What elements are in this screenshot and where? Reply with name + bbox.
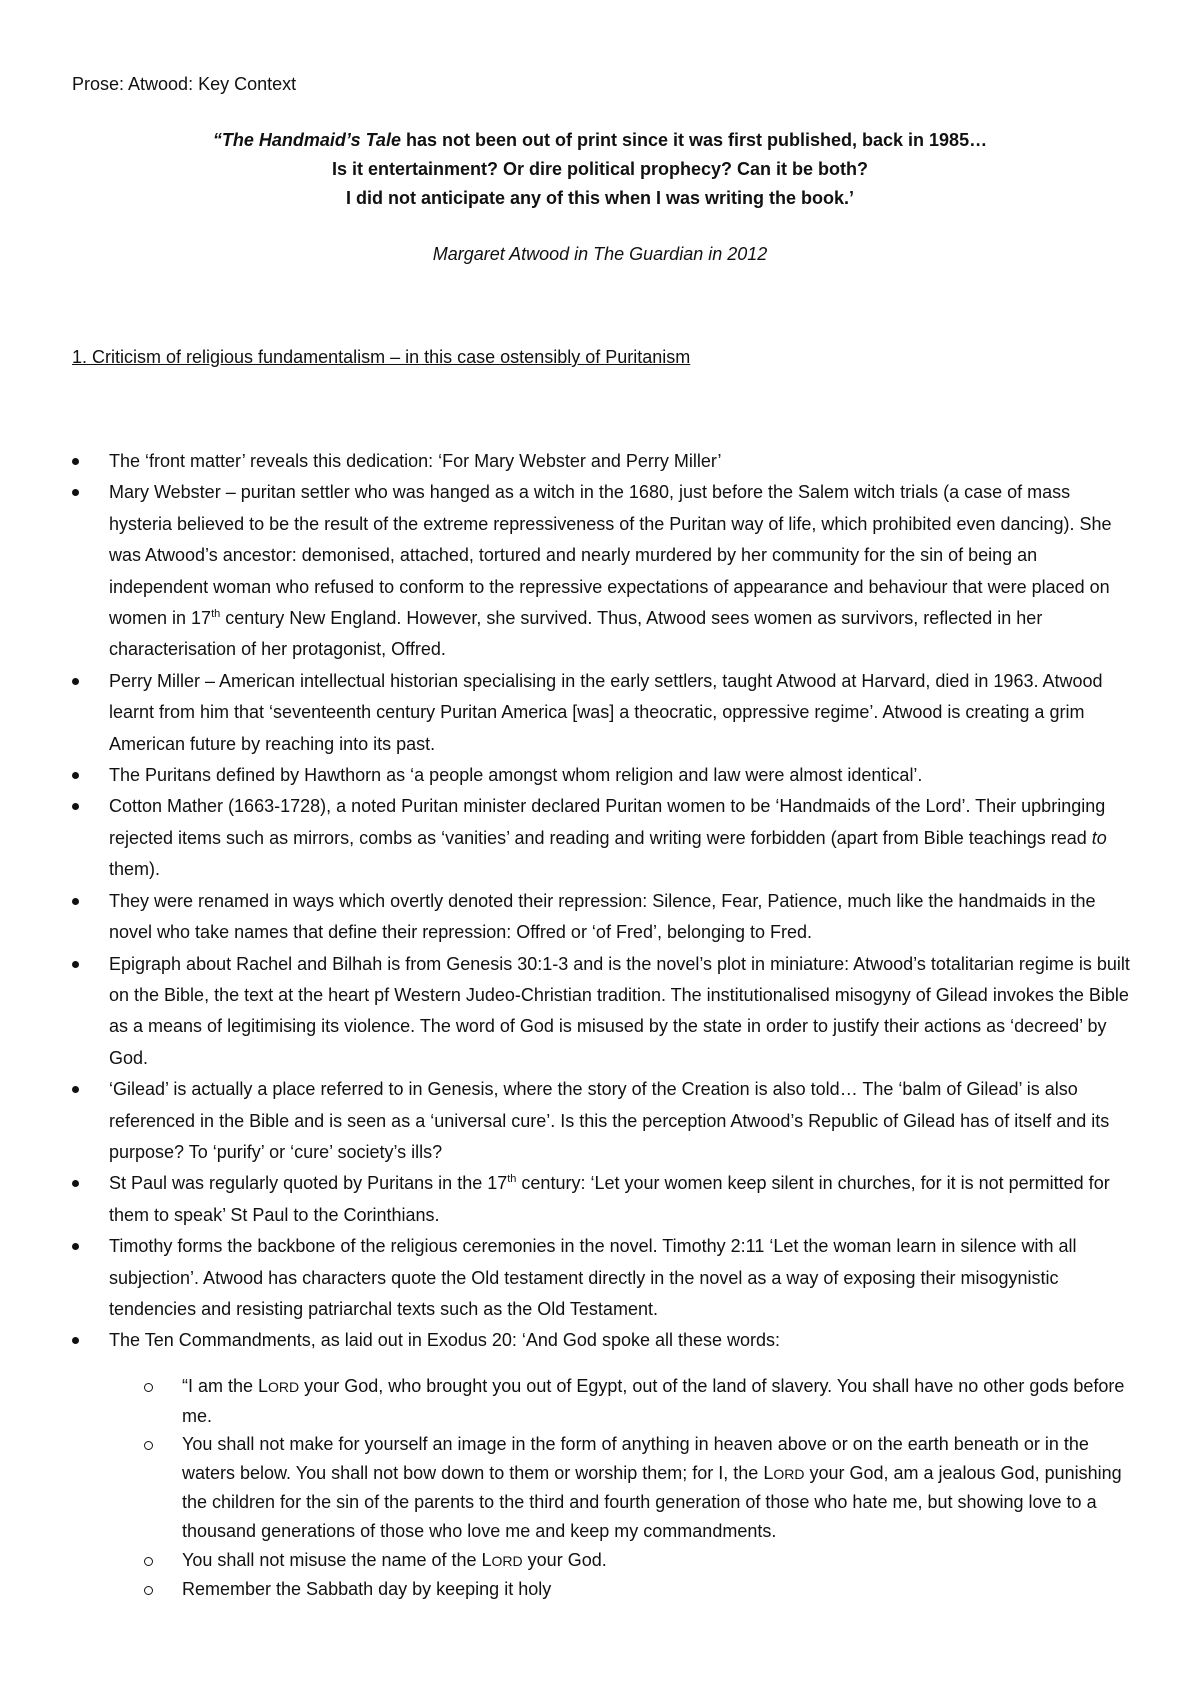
bullet-text: The Ten Commandments, as laid out in Exodus 20: ‘And God spoke all these words: [109, 1330, 781, 1351]
sub-item-text-cont: your God, am a jealous God, punishing the children for the sin of the parents to the third and fourth generation of those who hate me, but showing love to a thousand generations of those who love me and keep my commandments. [182, 1462, 1122, 1541]
bullet-icon [72, 1180, 79, 1187]
bullet-text-cont: them). [109, 859, 161, 880]
bullet-text: Perry Miller – American intellectual historian specialising in the early settlers, taught Atwood at Harvard, died in 1963. Atwood learnt from him that ‘seventeenth century Puritan America [was] a theocratic, oppressive regime’. Atwood is creating a grim American future by reaching into its past. [109, 670, 1103, 754]
section-heading: 1. Criticism of religious fundamentalism – in this case ostensibly of Puritanism [72, 347, 691, 367]
quote-book-title: “The Handmaid’s Tale [212, 130, 401, 150]
bullet-icon [72, 1337, 79, 1344]
italic-text: to [1091, 827, 1107, 848]
small-caps-text: ORD [773, 1465, 805, 1482]
bullet-text: ‘Gilead’ is actually a place referred to in Genesis, where the story of the Creation is also told… The ‘balm of Gilead’ is also referenced in the Bible and is seen as a ‘universal cure’. Is this the perception Atwood’s Republic of Gilead has of itself and its purpose? To ‘purify’ or ‘cure’ society’s ills? [109, 1079, 1110, 1162]
commandments-list [144, 1372, 1134, 1604]
bullet-icon [72, 803, 79, 810]
hollow-bullet-icon [144, 1586, 153, 1595]
bullet-text: The Puritans defined by Hawthorn as ‘a people amongst whom religion and law were almost identical’. [109, 765, 923, 786]
sub-item-text-cont: your God, who brought you out of Egypt, out of the land of slavery. You shall have no other gods before me. [182, 1376, 1125, 1426]
bullet-list [72, 446, 1137, 1357]
bullet-icon [72, 489, 79, 496]
bullet-icon [72, 898, 79, 905]
sub-item-text: Remember the Sabbath day by keeping it holy [182, 1579, 552, 1600]
bullet-text: St Paul was regularly quoted by Puritans in the 17 [109, 1173, 508, 1194]
list-item [72, 446, 1137, 477]
bullet-icon [72, 1243, 79, 1250]
sub-list-item [144, 1372, 1134, 1430]
bullet-text-cont: century New England. However, she survived. Thus, Atwood sees women as survivors, reflected in her characterisation of her protagonist, Offred. [109, 608, 1043, 660]
bullet-text: The ‘front matter’ reveals this dedication: ‘For Mary Webster and Perry Miller’ [109, 451, 722, 471]
opening-quote [0, 126, 1200, 213]
quote-attribution: Margaret Atwood in The Guardian in 2012 [432, 244, 768, 264]
small-caps-text: ORD [268, 1379, 300, 1395]
superscript: th [507, 1173, 517, 1186]
bullet-icon [72, 961, 79, 968]
list-item [72, 886, 1137, 949]
list-item [72, 949, 1137, 1075]
list-item [72, 760, 1137, 791]
sub-item-text: “I am the L [182, 1376, 269, 1396]
list-item [72, 1231, 1137, 1325]
list-item [72, 1074, 1137, 1168]
hollow-bullet-icon [144, 1441, 153, 1450]
list-item [72, 791, 1137, 885]
list-item [72, 1325, 1137, 1356]
sub-item-text-cont: your God. [522, 1549, 607, 1570]
small-caps-text: ORD [491, 1552, 523, 1569]
document-title: Prose: Atwood: Key Context [72, 74, 297, 94]
sub-list-item [144, 1546, 1134, 1576]
sub-list-item [144, 1430, 1134, 1545]
bullet-text-cont: century: ‘Let your women keep silent in churches, for it is not permitted for them to speak’ St Paul to the Corinthians. [109, 1173, 1110, 1225]
superscript: th [211, 608, 221, 621]
bullet-text: Timothy forms the backbone of the religious ceremonies in the novel. Timothy 2:11 ‘Let the woman learn in silence with all subjection’. Atwood has characters quote the Old testament directly in the novel as a way of exposing their misogynistic tendencies and resisting patriarchal texts such as the Old Testament. [109, 1236, 1077, 1319]
hollow-bullet-icon [144, 1383, 153, 1392]
quote-line-3: I did not anticipate any of this when I was writing the book.’ [345, 188, 855, 208]
sub-list-item [144, 1575, 1134, 1604]
bullet-icon [72, 1086, 79, 1093]
bullet-text: Mary Webster – puritan settler who was hanged as a witch in the 1680, just before the Salem witch trials (a case of mass hysteria believed to be the result of the extreme repressiveness of the Puritan way of life, which prohibited even dancing). She was Atwood’s ancestor: demonised, attached, tortured and nearly murdered by her community for the sin of being an independent woman who refused to conform to the repressive expectations of appearance and behaviour that were placed on women in 17 [109, 482, 1112, 629]
bullet-icon [72, 772, 79, 779]
list-item [72, 1168, 1137, 1231]
sub-item-text: You shall not misuse the name of the L [182, 1549, 492, 1570]
hollow-bullet-icon [144, 1557, 153, 1566]
bullet-icon [72, 678, 79, 685]
quote-line-1 [0, 126, 1200, 155]
sub-item-text: You shall not make for yourself an image in the form of anything in heaven above or on the earth beneath or in the waters below. You shall not bow down to them or worship them; for I, the L [182, 1434, 1089, 1483]
bullet-text: They were renamed in ways which overtly denoted their repression: Silence, Fear, Patience, much like the handmaids in the novel who take names that define their repression: Offred or ‘of Fred’, belonging to Fred. [109, 890, 1096, 943]
quote-line-2: Is it entertainment? Or dire political prophecy? Can it be both? [331, 159, 869, 179]
bullet-text: Cotton Mather (1663-1728), a noted Puritan minister declared Puritan women to be ‘Handmaids of the Lord’. Their upbringing rejected items such as mirrors, combs as ‘vanities’ and reading and writing were forbidden (apart from Bible teachings read [109, 796, 1106, 848]
list-item [72, 666, 1137, 760]
quote-line-1-rest: has not been out of print since it was first published, back in 1985… [400, 130, 988, 150]
bullet-icon [72, 458, 79, 465]
bullet-text: Epigraph about Rachel and Bilhah is from Genesis 30:1-3 and is the novel’s plot in miniature: Atwood’s totalitarian regime is built on the Bible, the text at the heart pf Western Judeo-Christian tradition. The institutionalised misogyny of Gilead invokes the Bible as a means of legitimising its violence. The word of God is misused by the state in order to justify their actions as ‘decreed’ by God. [109, 953, 1130, 1068]
list-item [72, 477, 1137, 665]
